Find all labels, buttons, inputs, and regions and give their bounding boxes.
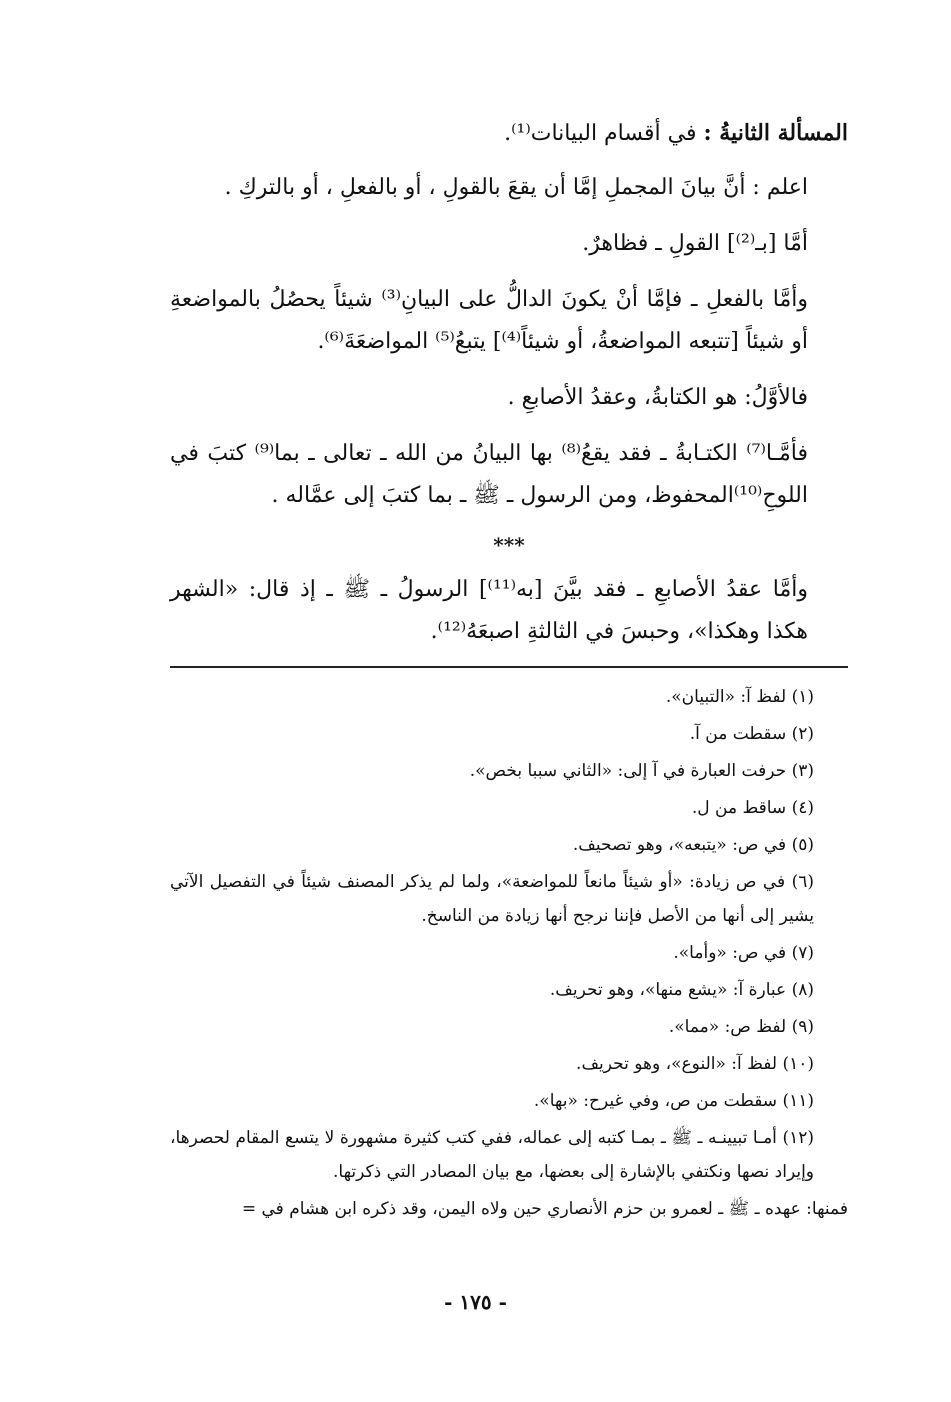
footnote-1: (١) لفظ آ: «التبيان». [665,687,814,707]
section-heading-subject: في أقسام البيانات⁽¹⁾. [504,121,704,146]
footnote-continuation: فمنها: عهده ـ ﷺ ـ لعمرو بن حزم الأنصاري حين ولاه اليمن، وقد ذكره ابن هشام في = [241,1199,848,1219]
footnote-10: (١٠) لفظ آ: «النوع»، وهو تحريف. [576,1054,814,1074]
footnote-6: (٦) في ص زيادة: «أو شيئاً مانعاً للمواضعة»، ولما لم يذكر المصنف شيئاً في التفصيل الآتي يشير إلى أنها من الأصل فإننا نرجح أنها زيادة من الناسخ. [170,872,814,926]
paragraph-3: وأمَّا بالفعلِ ـ فإمَّا أنْ يكونَ الدالُّ على البيانِ⁽³⁾ شيئاً يحصُلُ بالمواضعةِ أو شيئاً [تتبعه المواضعةُ، أو شيئاً⁽⁴⁾] يتبعُ⁽⁵⁾ المواضعَةَ⁽⁶⁾. [170,287,808,354]
section-heading [170,112,848,155]
footnotes [170,680,848,1229]
footnote-divider [170,666,848,668]
footnote-9: (٩) لفظ ص: «مما». [668,1017,814,1037]
footnote-12: (١٢) أمـا تبيينـه ـ ﷺ ـ بمـا كتبه إلى عماله، ففي كتب كثيرة مشهورة لا يتسع المقام لحصرها، وإيراد نصها ونكتفي بالإشارة إلى بعضها، مع بيان المصادر التي ذكرتها. [170,1128,814,1182]
paragraph-2: أمَّا [بـ⁽²⁾] القولِ ـ فظاهرٌ. [582,231,808,256]
footnote-7: (٧) في ص: «وأما». [673,943,814,963]
footnote-11: (١١) سقطت من ص، وفي غيرح: «بها». [533,1091,814,1111]
section-heading-title: المسألة الثانيةُ : [703,120,848,146]
footnote-4: (٤) ساقط من ل. [691,798,814,818]
footnote-8: (٨) عبارة آ: «يشع منها»، وهو تحريف. [549,980,814,1000]
paragraph-6: وأمَّا عقدُ الأصابعِ ـ فقد بيَّنَ [به⁽¹¹⁾] الرسولُ ـ ﷺ ـ إذ قال: «الشهر هكذا وهكذا»، وحبسَ في الثالثةِ اصبعَهُ⁽¹²⁾. [170,577,808,644]
section-separator: *** [493,533,525,557]
paragraph-1: اعلم : أنَّ بيانَ المجملِ إمَّا أن يقعَ بالقولِ ، أو بالفعلِ ، أو بالتركِ . [224,175,808,200]
paragraph-4: فالأوَّلُ: هو الكتابةُ، وعقدُ الأصابعِ . [507,385,808,410]
main-text [170,112,848,667]
page-number: - ١٧٥ - [444,1290,507,1314]
footnote-3: (٣) حرفت العبارة في آ إلى: «الثاني سببا بخص». [469,761,814,781]
paragraph-5: فأمَّـا⁽⁷⁾ الكتـابةُ ـ فقد يقعُ⁽⁸⁾ بها البيانُ من الله ـ تعالى ـ بما⁽⁹⁾ كتبَ في اللوحِ⁽¹⁰⁾المحفوظ، ومن الرسول ـ ﷺ ـ بما كتبَ إلى عمَّاله . [170,441,808,508]
footnote-2: (٢) سقطت من آ. [689,724,814,744]
footnote-5: (٥) في ص: «يتبعه»، وهو تصحيف. [572,835,814,855]
